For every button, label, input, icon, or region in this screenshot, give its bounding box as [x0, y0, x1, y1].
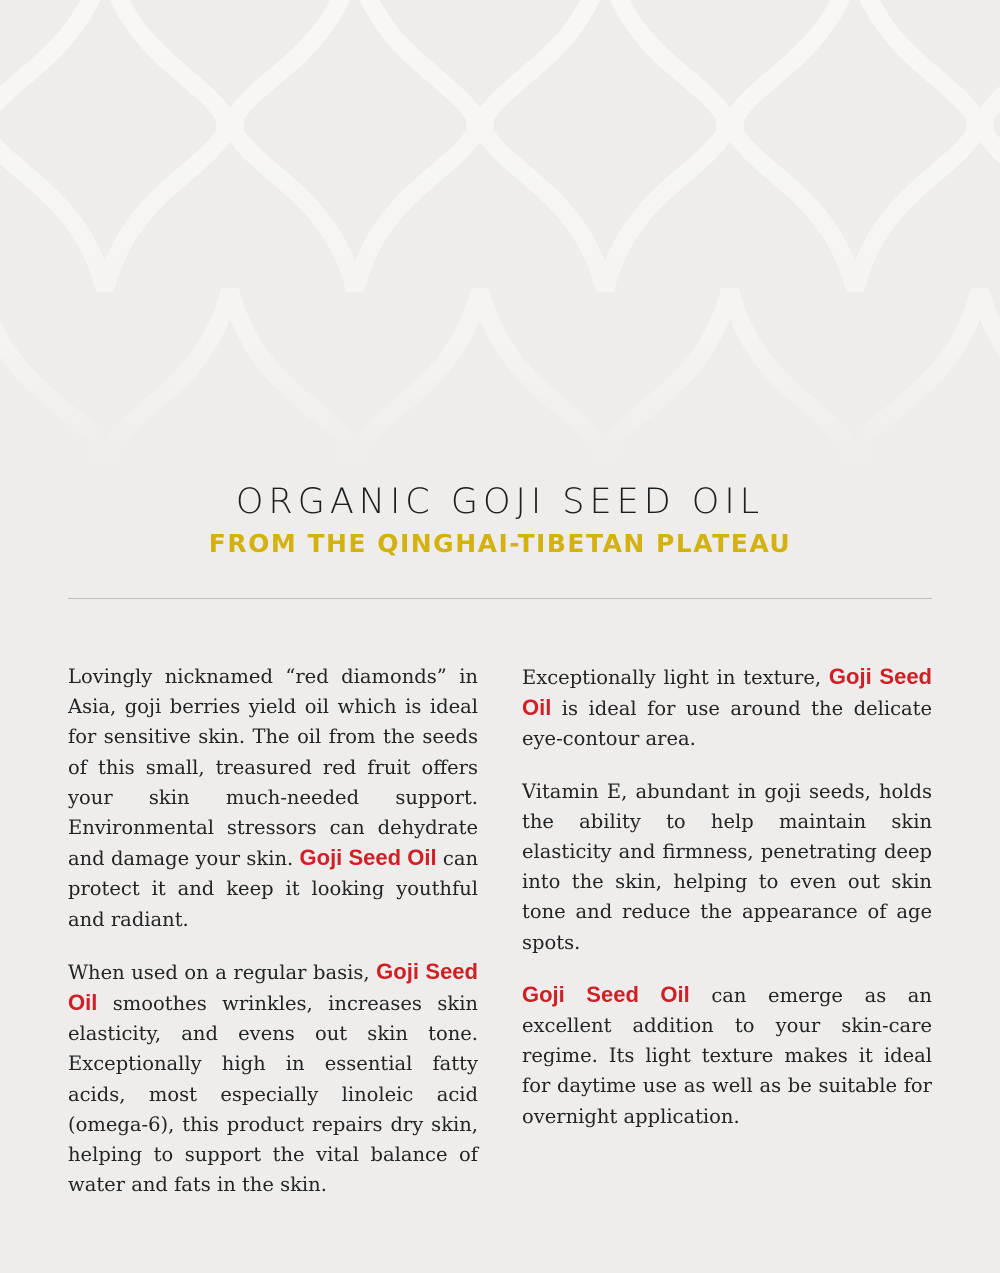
paragraph: Lovingly nicknamed “red diamonds” in Asia, goji berries yield oil which is ideal for sensitive skin. The oil from the seeds of this small, treasured red fruit offers your skin much-needed support. Environmental stressors can dehydrate and damage your skin. Goji Seed Oil can protect it and keep it looking youthful and radiant. [68, 665, 478, 931]
product-name-highlight: Goji Seed Oil [299, 845, 437, 871]
paragraph: Goji Seed Oil can emerge as an excellent addition to your skin-care regime. Its light texture makes it ideal for daytime use as well as be suitable for overnight application. [522, 981, 932, 1128]
product-name-highlight: Goji Seed Oil [522, 981, 690, 1007]
paragraph: Exceptionally light in texture, Goji Seed Oil is ideal for use around the delicate eye-contour area. [522, 664, 932, 751]
page-title: ORGANIC GOJI SEED OIL [235, 482, 765, 522]
decorative-background-pattern [0, 0, 1000, 470]
paragraph: Vitamin E, abundant in goji seeds, holds the ability to help maintain skin elasticity and firmness, penetrating deep into the skin, helping to even out skin tone and reduce the appearance of age spots. [522, 779, 932, 954]
divider [68, 598, 932, 599]
product-name-highlight: Goji Seed Oil [68, 958, 478, 1016]
product-name-highlight: Goji Seed Oil [522, 664, 932, 721]
left-column [68, 662, 478, 1222]
right-column [522, 662, 932, 1154]
paragraph: When used on a regular basis, Goji Seed Oil smoothes wrinkles, increases skin elasticity, and evens out skin tone. Exceptionally high in essential fatty acids, most especially linoleic acid (omega-6), this product repairs dry skin, helping to support the vital balance of water and fats in the skin. [68, 958, 478, 1197]
page-subtitle: FROM THE QINGHAI-TIBETAN PLATEAU [208, 529, 792, 558]
header [0, 478, 1000, 562]
